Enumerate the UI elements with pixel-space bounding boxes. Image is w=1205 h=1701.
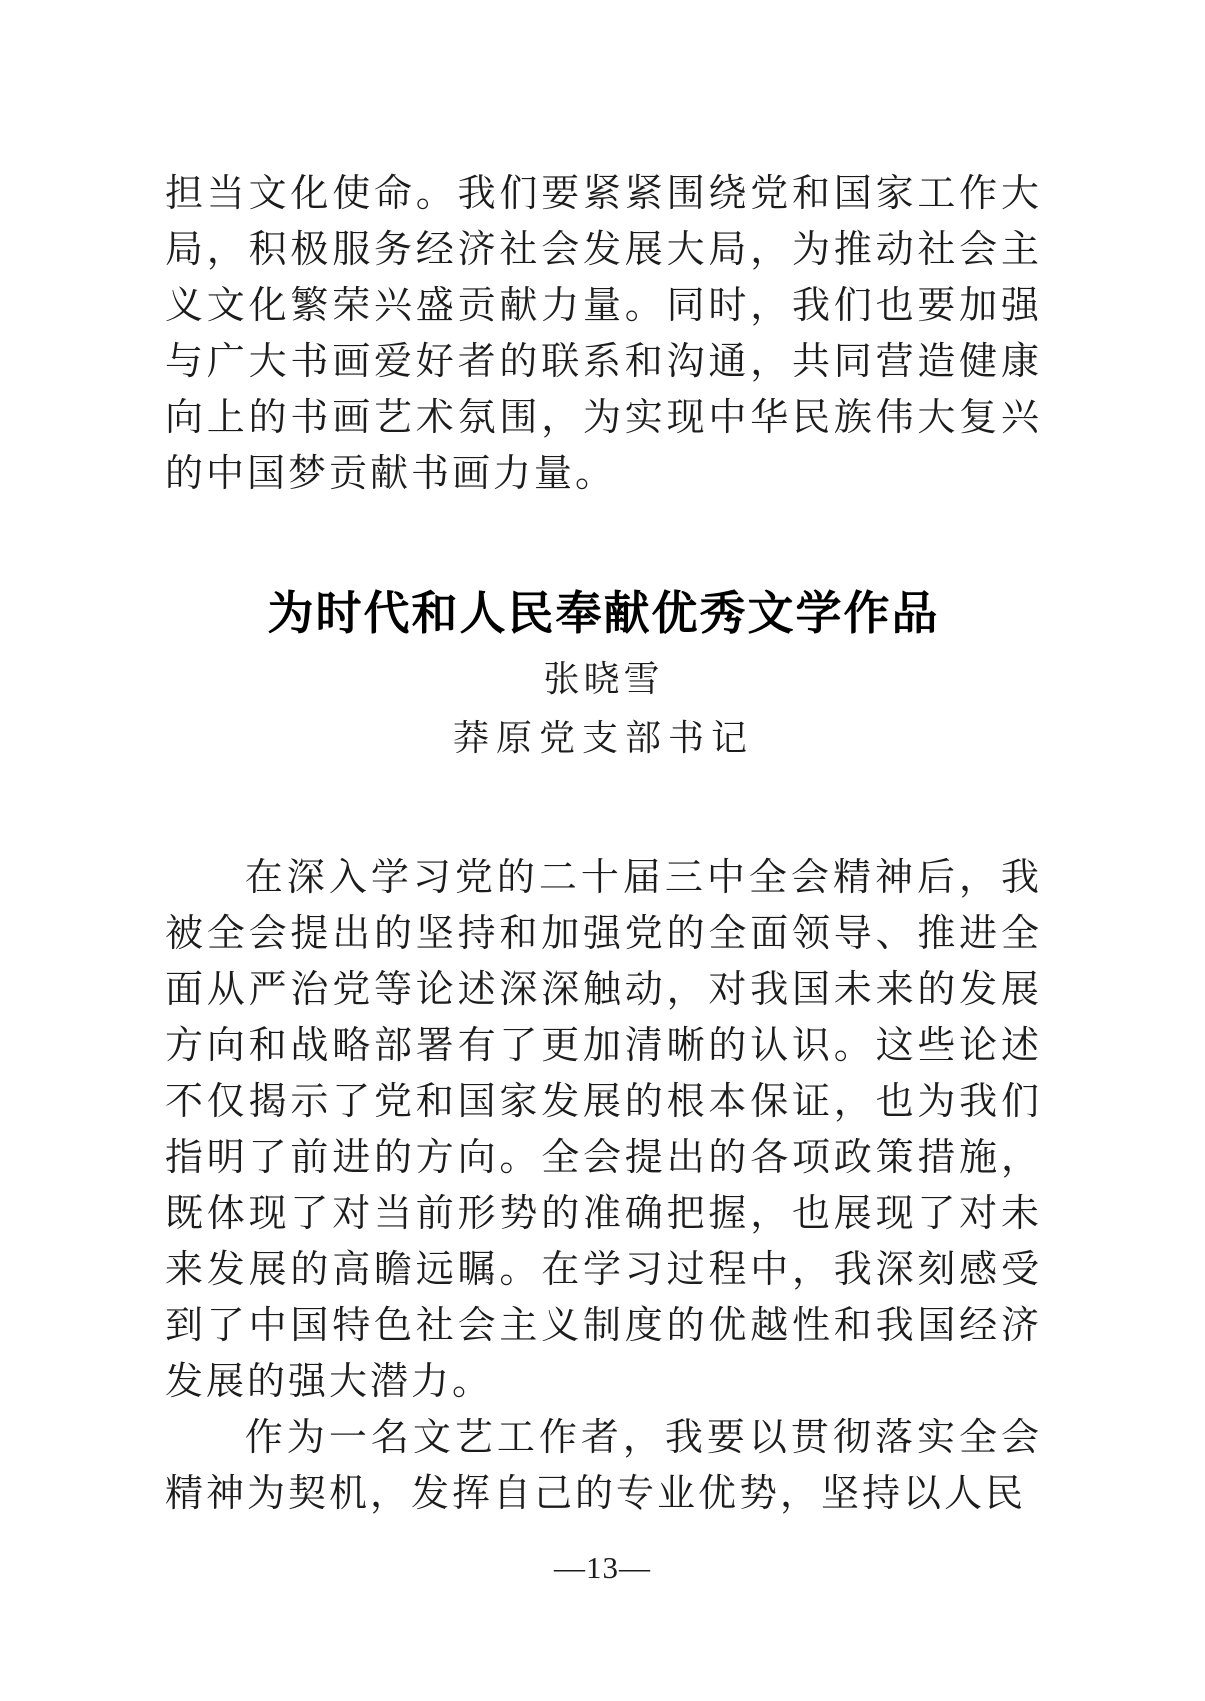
article-author-title: 莽原党支部书记 <box>452 718 754 758</box>
continuation-paragraph: 担当文化使命。我们要紧紧围绕党和国家工作大局，积极服务经济社会发展大局，为推动社会主义文化繁荣兴盛贡献力量。同时，我们也要加强与广大书画爱好者的联系和沟通，共同营造健康向上的书画艺术氛围，为实现中华民族伟大复兴的中国梦贡献书画力量。 <box>165 173 1042 495</box>
article-paragraph-1: 在深入学习党的二十届三中全会精神后，我被全会提出的坚持和加强党的全面领导、推进全面从严治党等论述深深触动，对我国未来的发展方向和战略部署有了更加清晰的认识。这些论述不仅揭示了党和国家发展的根本保证，也为我们指明了前进的方向。全会提出的各项政策措施，既体现了对当前形势的准确把握，也展现了对未来发展的高瞻远瞩。在学习过程中，我深刻感受到了中国特色社会主义制度的优越性和我国经济发展的强大潜力。 <box>165 857 1042 1403</box>
article-title: 为时代和人民奉献优秀文学作品 <box>267 587 940 639</box>
article-author: 张晓雪 <box>543 659 664 699</box>
page-number: —13— <box>554 1550 651 1585</box>
article-paragraph-2: 作为一名文艺工作者，我要以贯彻落实全会精神为契机，发挥自己的专业优势，坚持以人民 <box>165 1417 1042 1515</box>
text-block <box>165 166 1042 1522</box>
